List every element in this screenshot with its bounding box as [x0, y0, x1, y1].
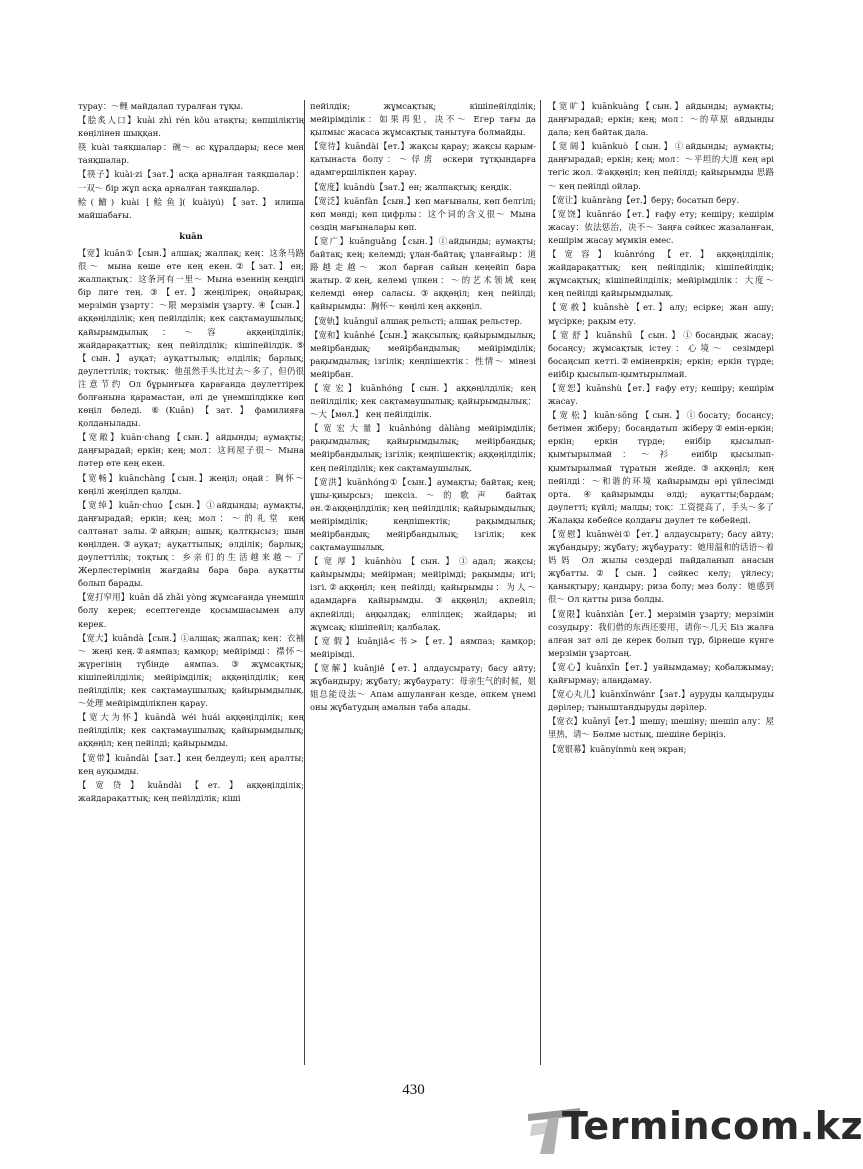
- dictionary-entry: 【脍炙人口】kuài zhì rén kǒu атақты; көпшіліктің көңілінен шыққан.: [78, 115, 304, 139]
- dictionary-entry: 【宽洪】kuānhóng①【сын.】аумақты; байтақ; кең; ұшы-қиырсыз; шексіз.～的歌声 байтақ ән.②аққөңілділік; кең пейілділік; қайырымдылық; мейірімділік; кеңпішектік; рақымдылық; мейірбандық; мейірбандылық; ізгілік; кек сақтамаушылық.: [310, 476, 536, 553]
- dictionary-entry: 【宽松】kuān·sōng【сын.】①босату; босаңсу; бетімен жіберу; босаңдатып жіберу②емін-еркін; еркін; еркін түрде; еиібір қысылып-қымтырылмай：～衫 еиібір қысылып-қымтырылмай тұратын жейде.③аққөңіл; кең пейілді：～和谐的环境 қайырымды әрі үйлесімді орта. ④қайырымды әлді; ауқатты;бардам; дәулетті; күйлі; малды; тоқ：工资提高了，手头～多了 Жалақы көбейсе қолдағы дәулет те көбейеді.: [548, 410, 774, 525]
- dictionary-entry: 鲙(鱠) kuài [鲙鱼]( kuàiyú)【зат.】илиша майшабағы.: [78, 196, 304, 220]
- dictionary-entry: 【宽打窄用】kuān dǎ zhǎi yòng жұмсағанда үнемшіл болу керек; есептегенде қосымшасымен алу керек.: [78, 592, 304, 629]
- dictionary-entry: 【宽阔】kuānkuò【сын.】①айдынды; аумақты; даңғырадай; еркін; кең; мол：～平坦的大道 кең әрі тегіс жол. ②аққөңіл; кең пейілді; қайырымды 思路～ кең пейілді ойлар.: [548, 141, 774, 191]
- dictionary-entry: 【宽度】kuāndù【зат.】ен; жалпақтық; кеңдік.: [310, 181, 512, 192]
- dictionary-entry: 【宽舒】kuānshū【сын.】①босаңдық жасау; босаңсу; жұмсақтық істеу：心境～ сезімдері босаңсып кетті.②еміненркін; еркін; еркін түрде; еиібір қысылып-қымтырылмай.: [548, 329, 774, 379]
- dictionary-entry: 【宽假】kuānjiǎ<书>【ет.】аямпаз; қамқор; мейірімді.: [310, 635, 536, 659]
- dictionary-entry: 【宽泛】kuānfàn【сын.】көп мағыналы, көп белгілі; көп мәнді; көп цифрлы：这个词的含义很～ Мына сөздің мағыналары көп.: [310, 195, 536, 232]
- dictionary-entry: 【宽轨】kuānguǐ алшақ рельсті; алшақ рельстер.: [310, 315, 523, 326]
- dictionary-entry: 【宽解】kuānjiě【ет.】алдаусырату; басу айту; жұбандыру; жұбату; жұбаурату：母亲生气的时候，姐姐总能设法～ Апам ашуланған кезде, әпкем үнемі оны жұбатудың амалын таба алады.: [310, 662, 536, 713]
- dictionary-entry: 【宽绰】kuān·chuo【сын.】①айдынды; аумақты, даңғырадай; еркін; кең; мол：～的礼堂 кең салтанат залы.②айқын; ашық; қалтқысыз; шын көңілден.③ауқат; ауқаттылық; әлділік; барлық; дәулеттілік; тоқтық：乡亲们的生活越来越～了 Жерлестерімнің жағдайы бара бара ауқатты болып барады.: [78, 499, 304, 589]
- page-number: 430: [402, 1082, 425, 1098]
- dictionary-entry: 【宽慰】kuānwèi①【ет.】алдаусырату; басу айту; жұбандыру; жұбату; жұбаурату：她用温和的话语～着妈妈 Ол жылы сөздерді пайдаланып анасын жұбатты.②【сын.】сәйкес келу; үйлесу; қанықтыру; қандыру; риза болу; мәз болу：她感到很～ Ол қатты риза болды.: [548, 529, 774, 605]
- dictionary-entry: 【宽限】kuānxiàn【ет.】мерзімін ұзарту; мерзімін созудыру：我们借的东西还要用，请你～几天 Біз жалға алған зат әлі де керек болып тұр, бірнеше күнге мерзімін ұзартсаң.: [548, 608, 774, 658]
- dictionary-entry: 【筷子】kuài·zi【зат.】асқа арналған таяқшалар：一双～ бір жұп асқа арналған таяқшалар.: [78, 169, 304, 193]
- dictionary-entry: 筷 kuài таяқшалар：碗～ ас құралдары; кесе мен таяқшалар.: [78, 142, 304, 166]
- logo-wordmark: Termincom.kz: [562, 1104, 863, 1148]
- column-divider: [540, 100, 541, 1065]
- dictionary-entry: 【宽大】kuāndà【сын.】①алшақ; жалпақ; кең：衣袖～ жеңі кең.②аямпаз; қамқор; мейірімді：襟怀～ жүрегінің түбінде аямпаз.③жұмсақтық; кішіпейілділік; мейірімділік; аққөңілділік; кең пейілділік; кек сақтамаушылық; қайырымдылық.～处理 мейірімділікпен қарау.: [78, 632, 304, 709]
- dictionary-entry: 【宽】kuān①【сын.】алшақ; жалпақ; кең：这条马路很～ мына көше өте кең екен.②【зат.】ен; жалпақтық：这条河有一里～ Мына өзеннің кеңдігі бір лиге тең. ③【ет.】жеңілірек; оңайырақ; мерзімін ұзарту：～限 мерзімін ұзарту. ④【сын.】аққөңілділік; кең пейілділік; кек сақтамаушылық; қайырымдылық：～容 аққөңілділік; жайдарақаттық; кең пейілділік; кішіпейілдік.⑤【сын.】ауқат; ауқаттылық; әлділік; барлық; дәулеттілік; тоқтық：他虽然手头比过去～多了，但仍很注意节约 Ол бұрынғыға қарағанда дәулеттірек болғанына қарамастан, әлі де үнемшілдікке көп көңіл бөледі. ⑥(Kuān)【зат.】фамилияға қолданылады.: [78, 247, 304, 429]
- dictionary-entry: 【宽容】kuānróng【ет.】аққөңілділік; жайдарақаттық; кең пейілділік; кішіпейілдік; жұмсақтық; кішіпейілділік; мейірімділік：大度～ кең пейілді қайырымдылық.: [548, 249, 774, 299]
- dictionary-entry: 【宽心丸儿】kuānxīnwánr【зат.】ауруды қалдыруды дәрілер; тыныштандыруды дәрілер.: [548, 689, 774, 713]
- dictionary-entry: 【宽和】kuānhé【сын.】жақсылық; қайырымдылық; мейірбандық; мейірбандылық; мейірімділік; рақымдылық; ізгілік; кеңпішектік：性情～ мінезі мейірбан.: [310, 329, 536, 379]
- dictionary-entry: 【宽畅】kuānchàng【сын.】жеңіл; оңай：胸怀～ көңілі жеңілдеп қалды.: [78, 472, 304, 496]
- dictionary-entry: 【宽让】kuānràng【ет.】беру; босатып беру.: [548, 194, 740, 205]
- column-divider: [304, 100, 305, 1065]
- dictionary-entry: пейілдік; жұмсақтық; кішіпейілділік; мейірімділік：如果再犯，决不～ Егер тағы да қылмыс жасаса жұмсақтық танытуға болмайды.: [310, 101, 536, 138]
- section-heading: kuān: [179, 230, 203, 241]
- termincom-logo: [526, 1104, 863, 1156]
- dictionary-entry: 【宽旷】kuānkuàng【сын.】айдынды; аумақты; даңғырадай; еркін; кең; мол：～的草原 айдынды дала; кең байтақ дала.: [548, 101, 774, 138]
- dictionary-entry: 【宽贷】kuāndài【ет.】аққөңілділік; жайдарақаттық; кең пейілділік; кіші: [78, 779, 304, 803]
- dictionary-entry: 【宽敞】kuān·chang【сын.】айдынды; аумақты; даңғырадай; еркін; кең; мол：这间屋子很～ Мына пәтер өте кең екен.: [78, 432, 304, 469]
- dictionary-entry: 【宽宏大量】kuānhóng dàliàng мейірімділік; рақымдылық; қайырымдылық; мейірбандық; мейірбандылық; ізгілік; кеңпішектік; аққөңілділік; кең пейілділік; кек сақтамаушылық.: [310, 423, 536, 473]
- dictionary-entry: 【宽饶】kuānráo【ет.】ғафу ету; кешіру; кешірім жасау：依法惩治，决不～ Заңға сәйкес жазаланған, кешірім жасау мүмкін емес.: [548, 208, 774, 245]
- dictionary-entry: 【宽厚】kuānhòu【сын.】①адал; жақсы; қайырымды; мейірман; мейірімді; рақымды; игі; ізгі.②аққөңіл; кең пейілді; қайырымды：为人～ адамдарға қайырымды. ③аққөңіл; ақпейіл; ақпейілді; аңқылдақ; елпілдек; жайдары; иі жұмсақ; кішіпейіл; қалбалақ.: [310, 556, 536, 632]
- column-right: [548, 100, 774, 1070]
- column-middle: [310, 100, 536, 1070]
- dictionary-entry: 【宽银幕】kuānyínmù кең экран;: [548, 743, 687, 754]
- dictionary-entry: 【宽衣】kuānyī【ет.】шешу; шешіну; шешіп алу：屋里热，请～ Бөлме ыстық, шешіне беріңіз.: [548, 716, 774, 740]
- dictionary-entry: 【宽宏】kuānhóng【сын.】аққөңілділік; кең пейілділік; кек сақтамаушылық; қайырымдылық：～大【мөл.】 кең пейілділік.: [310, 382, 536, 420]
- dictionary-entry: 【宽待】kuāndài【ет.】жақсы қарау; жақсы қарым-қатынаста болу：～俘虏 әскери тұтқындарға адамгершілікпен қарау.: [310, 141, 536, 178]
- dictionary-entry: 【宽恕】kuānshù【ет.】ғафу ету; кешіру; кешірім жасау.: [548, 382, 774, 407]
- dictionary-entry: турау：～鲤 майдалап туралған тұқы.: [78, 101, 244, 111]
- dictionary-entry: 【宽赦】kuānshè【ет.】алу; есірке; жан ашу; мүсірке; рақым ету.: [548, 302, 774, 326]
- dictionary-entry: 【宽心】kuānxīn【ет.】уайымдамау; қобалжымау; қайғырмау; алаңдамау.: [548, 661, 774, 686]
- dictionary-entry: 【宽广】kuānguǎng【сын.】①айдынды; аумақты; байтақ; кең; келемді; ұлан-байтақ; ұланғайыр：道路越走越～ жол барған сайын кеңейіп бара жатыр.②кең, келемі үлкен：～的艺术领域 кең келемді өнер саласы.③аққөңіл; кең пейілді; қайырымды：胸怀～ көңілі кең аққөңіл.: [310, 235, 536, 312]
- column-left: [78, 100, 304, 1070]
- dictionary-entry: 【宽大为怀】kuāndà wéi huái аққөңілділік; кең пейілділік; кек сақтамаушылық; қайырымдылық; аққөңіл; кең пейілді; қайырымды.: [78, 712, 304, 749]
- dictionary-entry: 【宽带】kuāndài【зат.】кең белдеулі; кең аралты; кең ауқымды.: [78, 752, 304, 776]
